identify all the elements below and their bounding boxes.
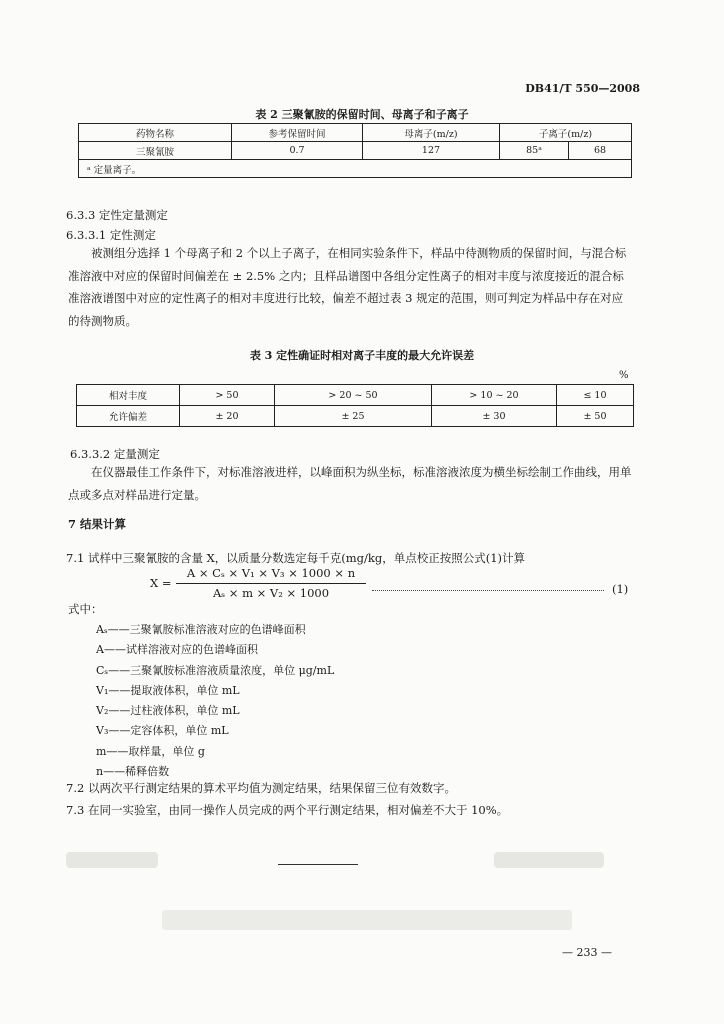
table2-header-rt: 参考保留时间 <box>232 124 363 142</box>
variable-a: A——试样溶液对应的色谱峰面积 <box>96 643 258 657</box>
variable-v2: V₂——过柱液体积，单位 mL <box>96 704 240 718</box>
table3-r1-c1: > 50 <box>180 385 275 406</box>
standard-number: DB41/T 550—2008 <box>525 82 640 95</box>
section-6-3-3-2: 6.3.3.2 定量测定 <box>70 447 160 461</box>
section-7-1: 7.1 试样中三聚氰胺的含量 X，以质量分数选定每千克(mg/kg，单点校正按照公式(1)计算 <box>66 551 526 565</box>
table2-cell-name: 三聚氰胺 <box>79 142 232 160</box>
variable-n: n——稀释倍数 <box>96 765 170 779</box>
section-6-3-3-1: 6.3.3.1 定性测定 <box>66 228 156 242</box>
table3-r1-c3: > 10 ~ 20 <box>432 385 557 406</box>
section-7-3: 7.3 在同一实验室，由同一操作人员完成的两个平行测定结果，相对偏差不大于 10%。 <box>66 803 509 817</box>
variable-m: m——取样量，单位 g <box>96 744 205 758</box>
table2 <box>78 123 632 178</box>
table2-header-name: 药物名称 <box>79 124 232 142</box>
variable-v1: V₁——提取液体积，单位 mL <box>96 683 240 697</box>
section-6-3-3: 6.3.3 定性定量测定 <box>66 208 168 222</box>
table2-cell-parent: 127 <box>363 142 500 160</box>
table3-unit: % <box>619 370 629 381</box>
table3-r2-c4: ± 50 <box>557 406 634 427</box>
table3-r1-c2: > 20 ~ 50 <box>275 385 432 406</box>
variable-cs: Cₛ——三聚氰胺标准溶液质量浓度，单位 μg/mL <box>96 663 335 677</box>
table3-r2-c3: ± 30 <box>432 406 557 427</box>
variable-list <box>96 620 334 782</box>
where-label: 式中： <box>68 602 103 616</box>
formula-number: (1) <box>612 582 629 596</box>
table3 <box>76 384 634 427</box>
table3-caption: 表 3 定性确证时相对离子丰度的最大允许误差 <box>249 349 475 362</box>
table2-caption: 表 2 三聚氰胺的保留时间、母离子和子离子 <box>255 108 469 121</box>
page-number: — 233 — <box>562 946 612 959</box>
variable-as: Aₛ——三聚氰胺标准溶液对应的色谱峰面积 <box>96 623 306 636</box>
table2-footnote: ᵃ 定量离子。 <box>79 160 632 178</box>
table3-r2-c2: ± 25 <box>275 406 432 427</box>
section-6-3-3-1-text: 被测组分选择 1 个母离子和 2 个以上子离子，在相同实验条件下，样品中待测物质的保留时间，与混合标准溶液中对应的保留时间偏差在 ± 2.5% 之内；且样品谱图中各组分定性离子的相对丰度与浓度接近的混合标准溶液谱图中对应的定性离子的相对丰度进行比较，偏差不超过表 3 规定的范围，则可判定为样品中存在对应的待测物质。 <box>68 246 627 328</box>
formula-numerator: A × Cₛ × V₁ × V₃ × 1000 × n <box>186 566 356 580</box>
variable-v3: V₃——定容体积，单位 mL <box>96 724 229 738</box>
scan-smudge-bottom <box>162 910 572 930</box>
table2-header-parent: 母离子(m/z) <box>363 124 500 142</box>
formula-leader <box>372 590 604 591</box>
table3-r2-label: 允许偏差 <box>77 406 180 427</box>
formula-denominator: Aₛ × m × V₂ × 1000 <box>212 586 330 600</box>
scan-smudge-left <box>66 852 158 868</box>
table3-r2-c1: ± 20 <box>180 406 275 427</box>
scan-smudge-right <box>494 852 604 868</box>
table2-cell-daughter2: 68 <box>569 142 632 160</box>
table3-r1-c4: ≤ 10 <box>557 385 634 406</box>
formula-fraction-bar <box>176 583 366 584</box>
formula-lhs: X = <box>150 576 172 590</box>
table2-cell-rt: 0.7 <box>232 142 363 160</box>
table2-header-daughter: 子离子(m/z) <box>500 124 632 142</box>
table2-cell-daughter1: 85ᵃ <box>500 142 569 160</box>
section-7-2: 7.2 以两次平行测定结果的算术平均值为测定结果，结果保留三位有效数字。 <box>66 781 456 795</box>
section-7: 7 结果计算 <box>68 517 127 531</box>
footer-rule <box>278 864 358 865</box>
table3-r1-label: 相对丰度 <box>77 385 180 406</box>
section-6-3-3-2-text: 在仪器最佳工作条件下，对标准溶液进样，以峰面积为纵坐标，标准溶液浓度为横坐标绘制工作曲线，用单点或多点对样品进行定量。 <box>68 465 632 502</box>
